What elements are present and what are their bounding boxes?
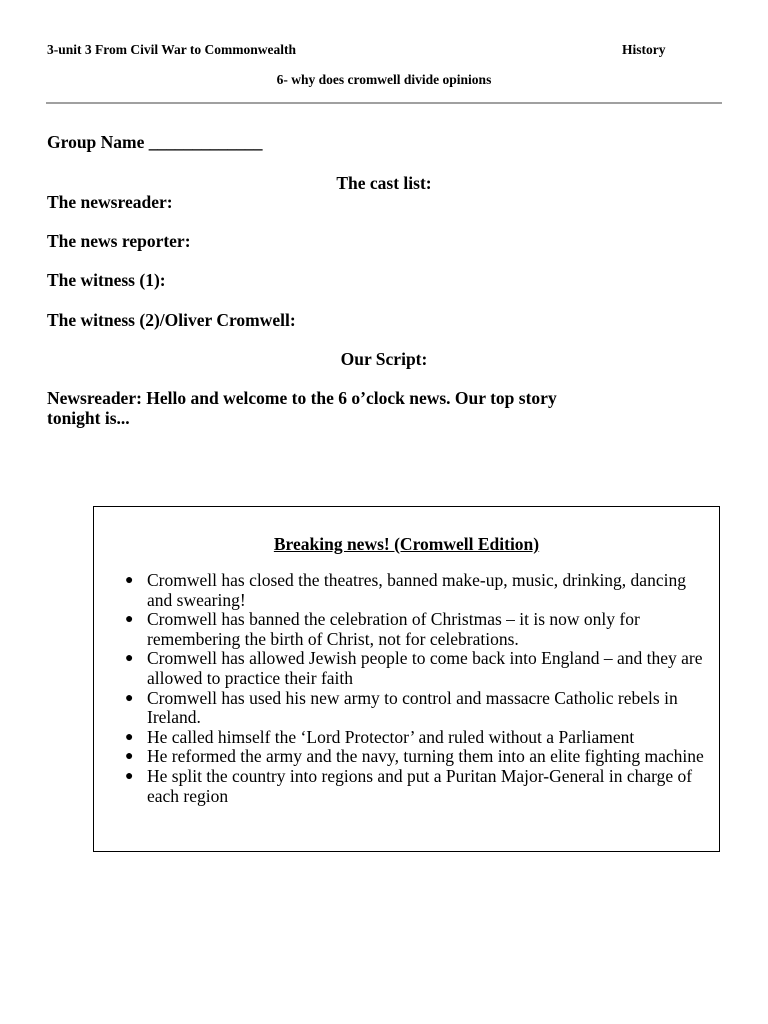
lesson-title: 6- why does cromwell divide opinions xyxy=(276,72,492,87)
list-item-text: Cromwell has banned the celebration of Christmas – it is now only for remembering the birth of Christ, not for celebrations. xyxy=(147,609,640,649)
bullet-icon: ● xyxy=(125,768,134,784)
list-item xyxy=(94,649,719,688)
bullet-icon: ● xyxy=(125,729,134,745)
breaking-news-list xyxy=(94,571,719,806)
bullet-icon: ● xyxy=(125,573,134,588)
list-item xyxy=(94,747,719,767)
bullet-icon: ● xyxy=(125,690,134,706)
list-item xyxy=(94,767,719,806)
cast-list-heading: The cast list: xyxy=(336,173,432,193)
list-item-text: Cromwell has allowed Jewish people to come back into England – and they are allowed to practice their faith xyxy=(147,648,703,688)
list-item xyxy=(94,571,719,610)
list-item-text: Cromwell has used his new army to control and massacre Catholic rebels in Ireland. xyxy=(147,687,678,728)
list-item-text: He reformed the army and the navy, turning them into an elite fighting machine xyxy=(147,746,704,767)
breaking-news-box xyxy=(93,506,720,852)
script-heading: Our Script: xyxy=(340,349,428,369)
list-item xyxy=(94,689,719,728)
list-item xyxy=(94,610,719,649)
list-item xyxy=(94,728,719,748)
role-witness-2-cromwell: The witness (2)/Oliver Cromwell: xyxy=(47,310,296,330)
bullet-icon: ● xyxy=(125,612,134,628)
bullet-icon: ● xyxy=(125,749,134,765)
list-item-text: Cromwell has closed the theatres, banned make-up, music, drinking, dancing and swearing! xyxy=(147,570,686,610)
unit-title: 3-unit 3 From Civil War to Commonwealth xyxy=(47,42,296,57)
list-item-text: He split the country into regions and put a Puritan Major-General in charge of each region xyxy=(147,765,693,806)
newsreader-script-line: Newsreader: Hello and welcome to the 6 o’clock news. Our top story tonight is... xyxy=(47,388,557,428)
breaking-news-title: Breaking news! (Cromwell Edition) xyxy=(273,534,540,554)
role-witness-1: The witness (1): xyxy=(47,270,166,290)
role-news-reporter: The news reporter: xyxy=(47,231,191,251)
subject-label: History xyxy=(622,42,666,57)
bullet-icon: ● xyxy=(125,651,134,667)
group-name-field: Group Name _____________ xyxy=(47,132,263,152)
list-item-text: He called himself the ‘Lord Protector’ and ruled without a Parliament xyxy=(147,726,635,747)
role-newsreader: The newsreader: xyxy=(47,192,173,212)
header-divider xyxy=(46,102,722,104)
